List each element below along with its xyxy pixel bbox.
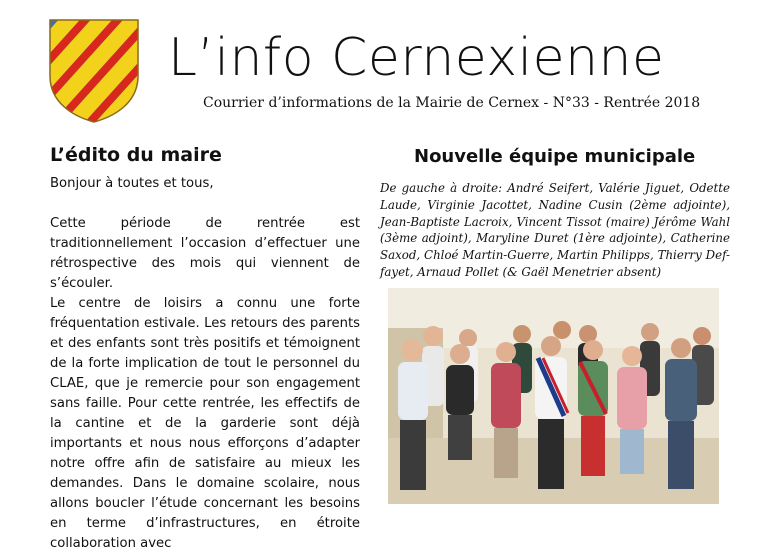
edito-paragraph-1: Cette période de rentrée est traditionnellement l’occasion d’effectuer une rétrospective des mois qui viennent de s’écouler. [50,216,360,291]
edito-greeting: Bonjour à toutes et tous, [50,176,214,191]
newsletter-title: L’info Cernexienne [168,28,665,88]
edito-heading: L’édito du maire [50,144,222,166]
photo-caption: De gauche à droite: André Seifert, Valérie Jiguet, Odette Laude, Virginie Jacottet, Nadine Cusin (2ème adjointe), Jean-Baptiste Lacroix, Vincent Tissot (maire) Jérôme Wahl (3ème adjoint), Maryline Duret (1ère adjointe), Catherine Saxod, Chloé Martin-Guerre, Martin Philipps, Thierry Def-fayet, Arnaud Pollet (& Gaël Menetrier absent) [380,181,730,279]
newsletter-subtitle: Courrier d’informations de la Mairie de Cernex - N°33 - Rentrée 2018 [203,95,701,111]
team-group-photo [388,288,719,504]
edito-paragraph-2: Le centre de loisirs a connu une forte fréquentation estivale. Les retours des parents et des enfants sont très positifs et témoignent de la forte implication de tout le personnel du CLAE, que je remercie pour son engagement sans faille. Pour cette rentrée, les effectifs de la cantine et de la garderie sont déjà importants et nous nous efforçons d’adapter notre offre afin de satisfaire au mieux les demandes. Dans le domaine scolaire, nous allons boucler l’étude concernant les besoins en terme d’infrastructures, en étroite collaboration avec [50,296,360,551]
team-heading: Nouvelle équipe municipale [414,146,696,167]
coat-of-arms-logo [44,14,144,126]
edito-body [50,174,360,554]
